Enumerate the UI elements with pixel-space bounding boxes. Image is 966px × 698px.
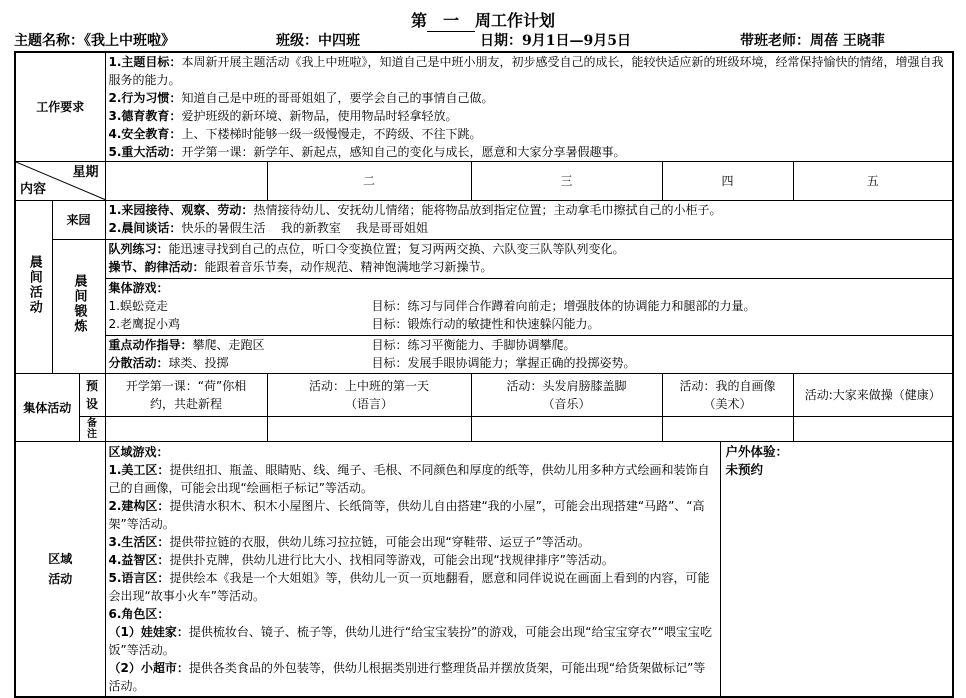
- group-activity: 开学第一课：“荷”你相 约，共赴新程: [105, 374, 267, 417]
- teachers: 带班老师：周蓓 王晓菲: [740, 33, 885, 49]
- area-item: 4.益智区：提供扑克牌，供幼儿进行比大小、找相同等游戏，可能会出现“找规律排序”等活动。: [108, 553, 614, 567]
- week-number: 一: [427, 8, 475, 32]
- requirements-label: 工作要求: [15, 52, 105, 162]
- group-plan-row: [15, 374, 953, 417]
- exercise-row: [15, 240, 953, 279]
- group-activity: 活动：上中班的第一天 （语言）: [267, 374, 471, 417]
- games-row: [15, 279, 953, 374]
- area-item: （2）小超市：提供各类食品的外包装等，供幼儿根据类别进行整理货品并摆放货架，可能出现“给货架做标记”等活动。: [108, 661, 706, 693]
- requirements-content: [105, 52, 953, 162]
- outdoor-content: 户外体验： 未预约: [720, 442, 953, 698]
- requirement-item: 4.安全教育：上、下楼梯时能够一级一级慢慢走，不跨级、不往下跳。: [108, 127, 482, 141]
- game-item: 2.老鹰捉小鸡 目标：锻炼行动的敏捷性和快速躲闪能力。: [108, 317, 600, 331]
- plan-label: 预设: [79, 374, 105, 417]
- day-header-fri: 五: [793, 162, 953, 201]
- requirement-item: 3.德育教育：爱护班级的新环境、新物品，使用物品时轻拿轻放。: [108, 109, 458, 123]
- day-header-wed: 三: [471, 162, 662, 201]
- group-activity: 活动：头发肩膀膝盖脚 （音乐）: [471, 374, 662, 417]
- area-item: （1）娃娃家：提供梳妆台、镜子、梳子等，供幼儿进行“给宝宝装扮”的游戏，可能会出现“给宝宝穿衣”“喂宝宝吃饭”等活动。: [108, 625, 712, 657]
- requirements-row: [15, 52, 953, 162]
- area-item: 2.建构区：提供清水积木、积木小屋图片、长纸筒等，供幼儿自由搭建“我的小屋”，可能会出现搭建“马路”、“高架”等活动。: [108, 499, 705, 531]
- note-cell: [267, 417, 471, 442]
- date-range: 日期：9月1日—9月5日: [480, 33, 631, 49]
- group-activity: 活动:大家来做操（健康）: [793, 374, 953, 417]
- area-item: 3.生活区：提供带拉链的衣服，供幼儿练习拉拉链，可能会出现“穿鞋带、运豆子”等活动。: [108, 535, 590, 549]
- requirement-item: 2.行为习惯：知道自己是中班的哥哥姐姐了，要学会自己的事情自己做。: [108, 91, 494, 105]
- day-header-mon: [105, 162, 267, 201]
- note-cell: [105, 417, 267, 442]
- game-item: 1.蜈蚣竞走 目标：练习与同伴合作蹲着向前走；增强肢体的协调能力和腿部的力量。: [108, 299, 756, 313]
- group-note-row: [15, 417, 953, 442]
- arrival-content: 1.来园接待、观察、劳动：热情接待幼儿、安抚幼儿情绪；能将物品放到指定位置；主动拿毛巾擦拭自己的小柜子。 2.晨间谈话：快乐的暑假生活 我的新教室 我是哥哥姐姐: [105, 201, 953, 240]
- day-header-tue: 二: [267, 162, 471, 201]
- note-cell: [471, 417, 662, 442]
- note-cell: [793, 417, 953, 442]
- group-activity: 活动：我的自画像 （美术）: [662, 374, 793, 417]
- focus-guidance: 重点动作指导：攀爬、走跑区 目标：练习平衡能力、手脚协调攀爬。: [108, 338, 576, 352]
- class-name: 班级：中四班: [276, 33, 360, 49]
- arrival-row: [15, 201, 953, 240]
- page-title: 第 一 周工作计划: [0, 8, 966, 32]
- games-content: 集体游戏： 1.蜈蚣竞走 目标：练习与同伴合作蹲着向前走；增强肢体的协调能力和腿部的力量。 2.老鹰捉小鸡 目标：锻炼行动的敏捷性和快速躲闪能力。 重点动作指导：攀爬、走跑区 目标：练习平衡能力、手脚协调攀爬。 分散活动：球类、投掷 目标：发展手眼协调能力；掌握正确的投掷姿势。: [105, 279, 953, 374]
- area-item: 5.语言区：提供绘本《我是一个大姐姐》等，供幼儿一页一页地翻看，愿意和同伴说说在画面上看到的内容，可能会出现“故事小火车”等活动。: [108, 571, 710, 603]
- group-label: 集体活动: [15, 374, 79, 442]
- formation-content: 队列练习：能迅速寻找到自己的点位，听口令变换位置；复习两两交换、六队变三队等队列变化。 操节、韵律活动：能跟着音乐节奏，动作规范、精神饱满地学习新操节。: [105, 240, 953, 279]
- note-cell: [662, 417, 793, 442]
- week-header-corner: 星期 内容: [15, 162, 105, 201]
- week-header-row: [15, 162, 953, 201]
- day-header-thu: 四: [662, 162, 793, 201]
- note-label: 备注: [79, 417, 105, 442]
- area-item: 1.美工区：提供纽扣、瓶盖、眼睛贴、线、绳子、毛根、不同颜色和厚度的纸等，供幼儿用多种方式绘画和装饰自己的自画像，可能会出现“绘画柜子标记”等活动。: [108, 463, 710, 495]
- morning-label: 晨间活动: [15, 201, 52, 374]
- theme-name: 主题名称：《我上中班啦》: [14, 33, 175, 49]
- area-games-content: 区域游戏： 1.美工区：提供纽扣、瓶盖、眼睛贴、线、绳子、毛根、不同颜色和厚度的纸等，供幼儿用多种方式绘画和装饰自己的自画像，可能会出现“绘画柜子标记”等活动。 2.建构区：提供清水积木、积木小屋图片、长纸筒等，供幼儿自由搭建“我的小屋”，可能会出现搭建“马路”、“高架”等活动。 3.生活区：提供带拉链的衣服，供幼儿练习拉拉链，可能会出现“穿鞋带、运豆子”等活动。 4.益智区：提供扑克牌，供幼儿进行比大小、找相同等游戏，可能会出现“找规律排序”等活动。 5.语言区：提供绘本《我是一个大姐姐》等，供幼儿一页一页地翻看，愿意和同伴说说在画面上看到的内容，可能会出现“故事小火车”等活动。 6.角色区： （1）娃娃家：提供梳妆台、镜子、梳子等，供幼儿进行“给宝宝装扮”的游戏，可能会出现“给宝宝穿衣”“喂宝宝吃饭”等活动。 （2）小超市：提供各类食品的外包装等，供幼儿根据类别进行整理货品并摆放货架，可能出现“给货架做标记”等活动。: [105, 442, 720, 698]
- arrival-label: 来园: [52, 201, 105, 240]
- requirement-item: 1.主题目标：本周新开展主题活动《我上中班啦》，知道自己是中班小朋友，初步感受自己的成长，能较快适应新的班级环境，经常保持愉快的情绪，增强自我服务的能力。: [108, 55, 944, 87]
- area-item: 6.角色区：: [108, 607, 170, 621]
- requirement-item: 5.重大活动：开学第一课：新学年、新起点，感知自己的变化与成长，愿意和大家分享暑假趣事。: [108, 145, 626, 159]
- plan-header: [14, 30, 954, 50]
- weekly-plan-table: [14, 51, 954, 698]
- scattered-activity: 分散活动：球类、投掷 目标：发展手眼协调能力；掌握正确的投掷姿势。: [108, 356, 636, 370]
- exercise-label: 晨间锻炼: [52, 240, 105, 374]
- area-label: 区域活动: [15, 442, 105, 698]
- area-row: [15, 442, 953, 698]
